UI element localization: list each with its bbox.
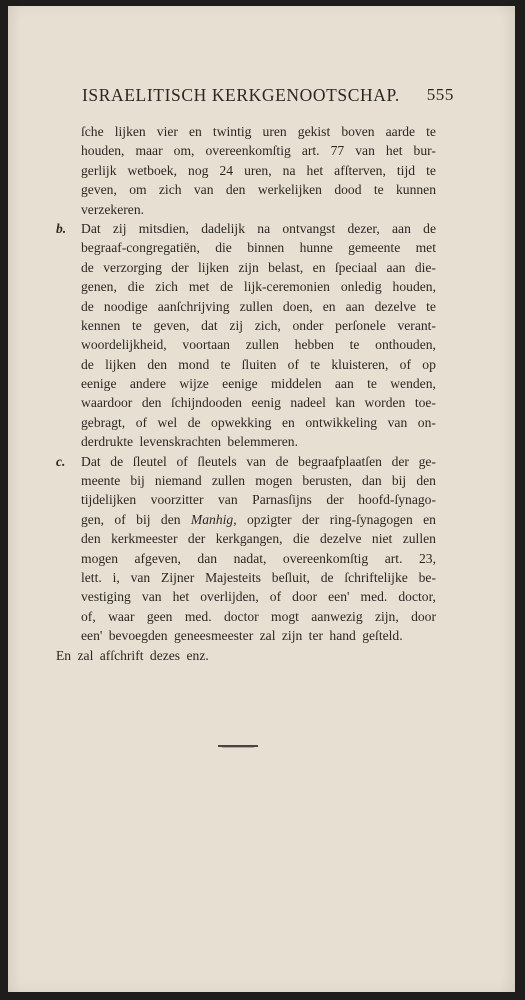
paragraph-marker: b.: [56, 220, 67, 236]
text-line: den kerkmeester der kerkgangen, die dezelve niet zullen: [81, 531, 436, 547]
page-number: 555: [426, 85, 454, 104]
text-line: lett. i, van Zijner Majesteits beſluit, de ſchriftelijke be-: [81, 569, 436, 585]
text-line: waardoor den ſchijndooden eenig nadeel kan worden toe-: [81, 395, 436, 411]
paragraph-c: [56, 452, 436, 646]
text-line: de verzorging der lijken zijn belast, en ſpeciaal aan die-: [81, 259, 436, 275]
text-line: kennen te geven, dat zij zich, onder perſonele verant-: [81, 317, 436, 333]
text-line: ſche lijken vier en twintig uren gekist boven aarde te: [81, 124, 436, 139]
text-line: vestiging van het overlijden, of door een' med. doctor,: [81, 589, 436, 605]
text-line: meente bij niemand zullen mogen berusten, dan bij den: [81, 473, 436, 489]
closing-rule: [218, 745, 258, 747]
text-line: Dat zij mitsdien, dadelijk na ontvangst dezer, aan de: [81, 220, 436, 236]
text-line: geven, om zich van den werkelijken dood te kunnen: [81, 182, 436, 198]
text-line: gen, of bij den Manhig, opzigter der ring-ſynagogen en: [81, 511, 436, 527]
text-line: verzekeren.: [81, 201, 145, 217]
paragraph-1: [56, 122, 436, 219]
text-line: mogen afgeven, dan nadat, overeenkomſtig art. 23,: [81, 550, 436, 566]
text-line: gebragt, of wel de opwekking en ontwikkeling van on-: [81, 414, 436, 430]
text-line: Dat de ſleutel of ſleutels van de begraafplaatſen der ge-: [81, 453, 436, 469]
text-line: woordelijkheid, voortaan zullen hebben te onthouden,: [81, 337, 436, 353]
running-head: [82, 85, 454, 109]
body-text: [56, 122, 436, 665]
paragraph-b: [56, 219, 436, 452]
text-line: houden, maar om, overeenkomſtig art. 77 van het bur-: [81, 143, 436, 159]
text-line: de noodige aanſchrijving zullen doen, en aan dezelve te: [81, 298, 436, 314]
text-line: begraaf-congregatiën, die binnen hunne gemeente met: [81, 240, 436, 256]
text-line: een' bevoegden geneesmeester zal zijn ter hand geſteld.: [81, 628, 403, 644]
text-line: of, waar geen med. doctor mogt aanwezig zijn, door: [81, 608, 436, 624]
book-page: [8, 6, 515, 992]
paragraph-4: [56, 646, 436, 665]
text-line: En zal afſchrift dezes enz.: [56, 647, 209, 663]
text-line: tijdelijken voorzitter van Parnasſijns der hoofd-ſynago-: [81, 492, 436, 508]
text-line: gerlijk wetboek, nog 24 uren, na het afſterven, tijd te: [81, 162, 436, 178]
paragraph-marker: c.: [56, 453, 66, 469]
text-line: de lijken den mond te ſluiten of te kluisteren, of op: [81, 356, 436, 372]
running-head-title: ISRAELITISCH KERKGENOOTSCHAP.: [82, 85, 400, 105]
text-line: eenige andere wijze eenige middelen aan te wenden,: [81, 376, 436, 392]
text-line: genen, die zich met de lijk-ceremonien onledig houden,: [81, 279, 436, 295]
text-line: derdrukte levenskrachten belemmeren.: [81, 434, 298, 450]
